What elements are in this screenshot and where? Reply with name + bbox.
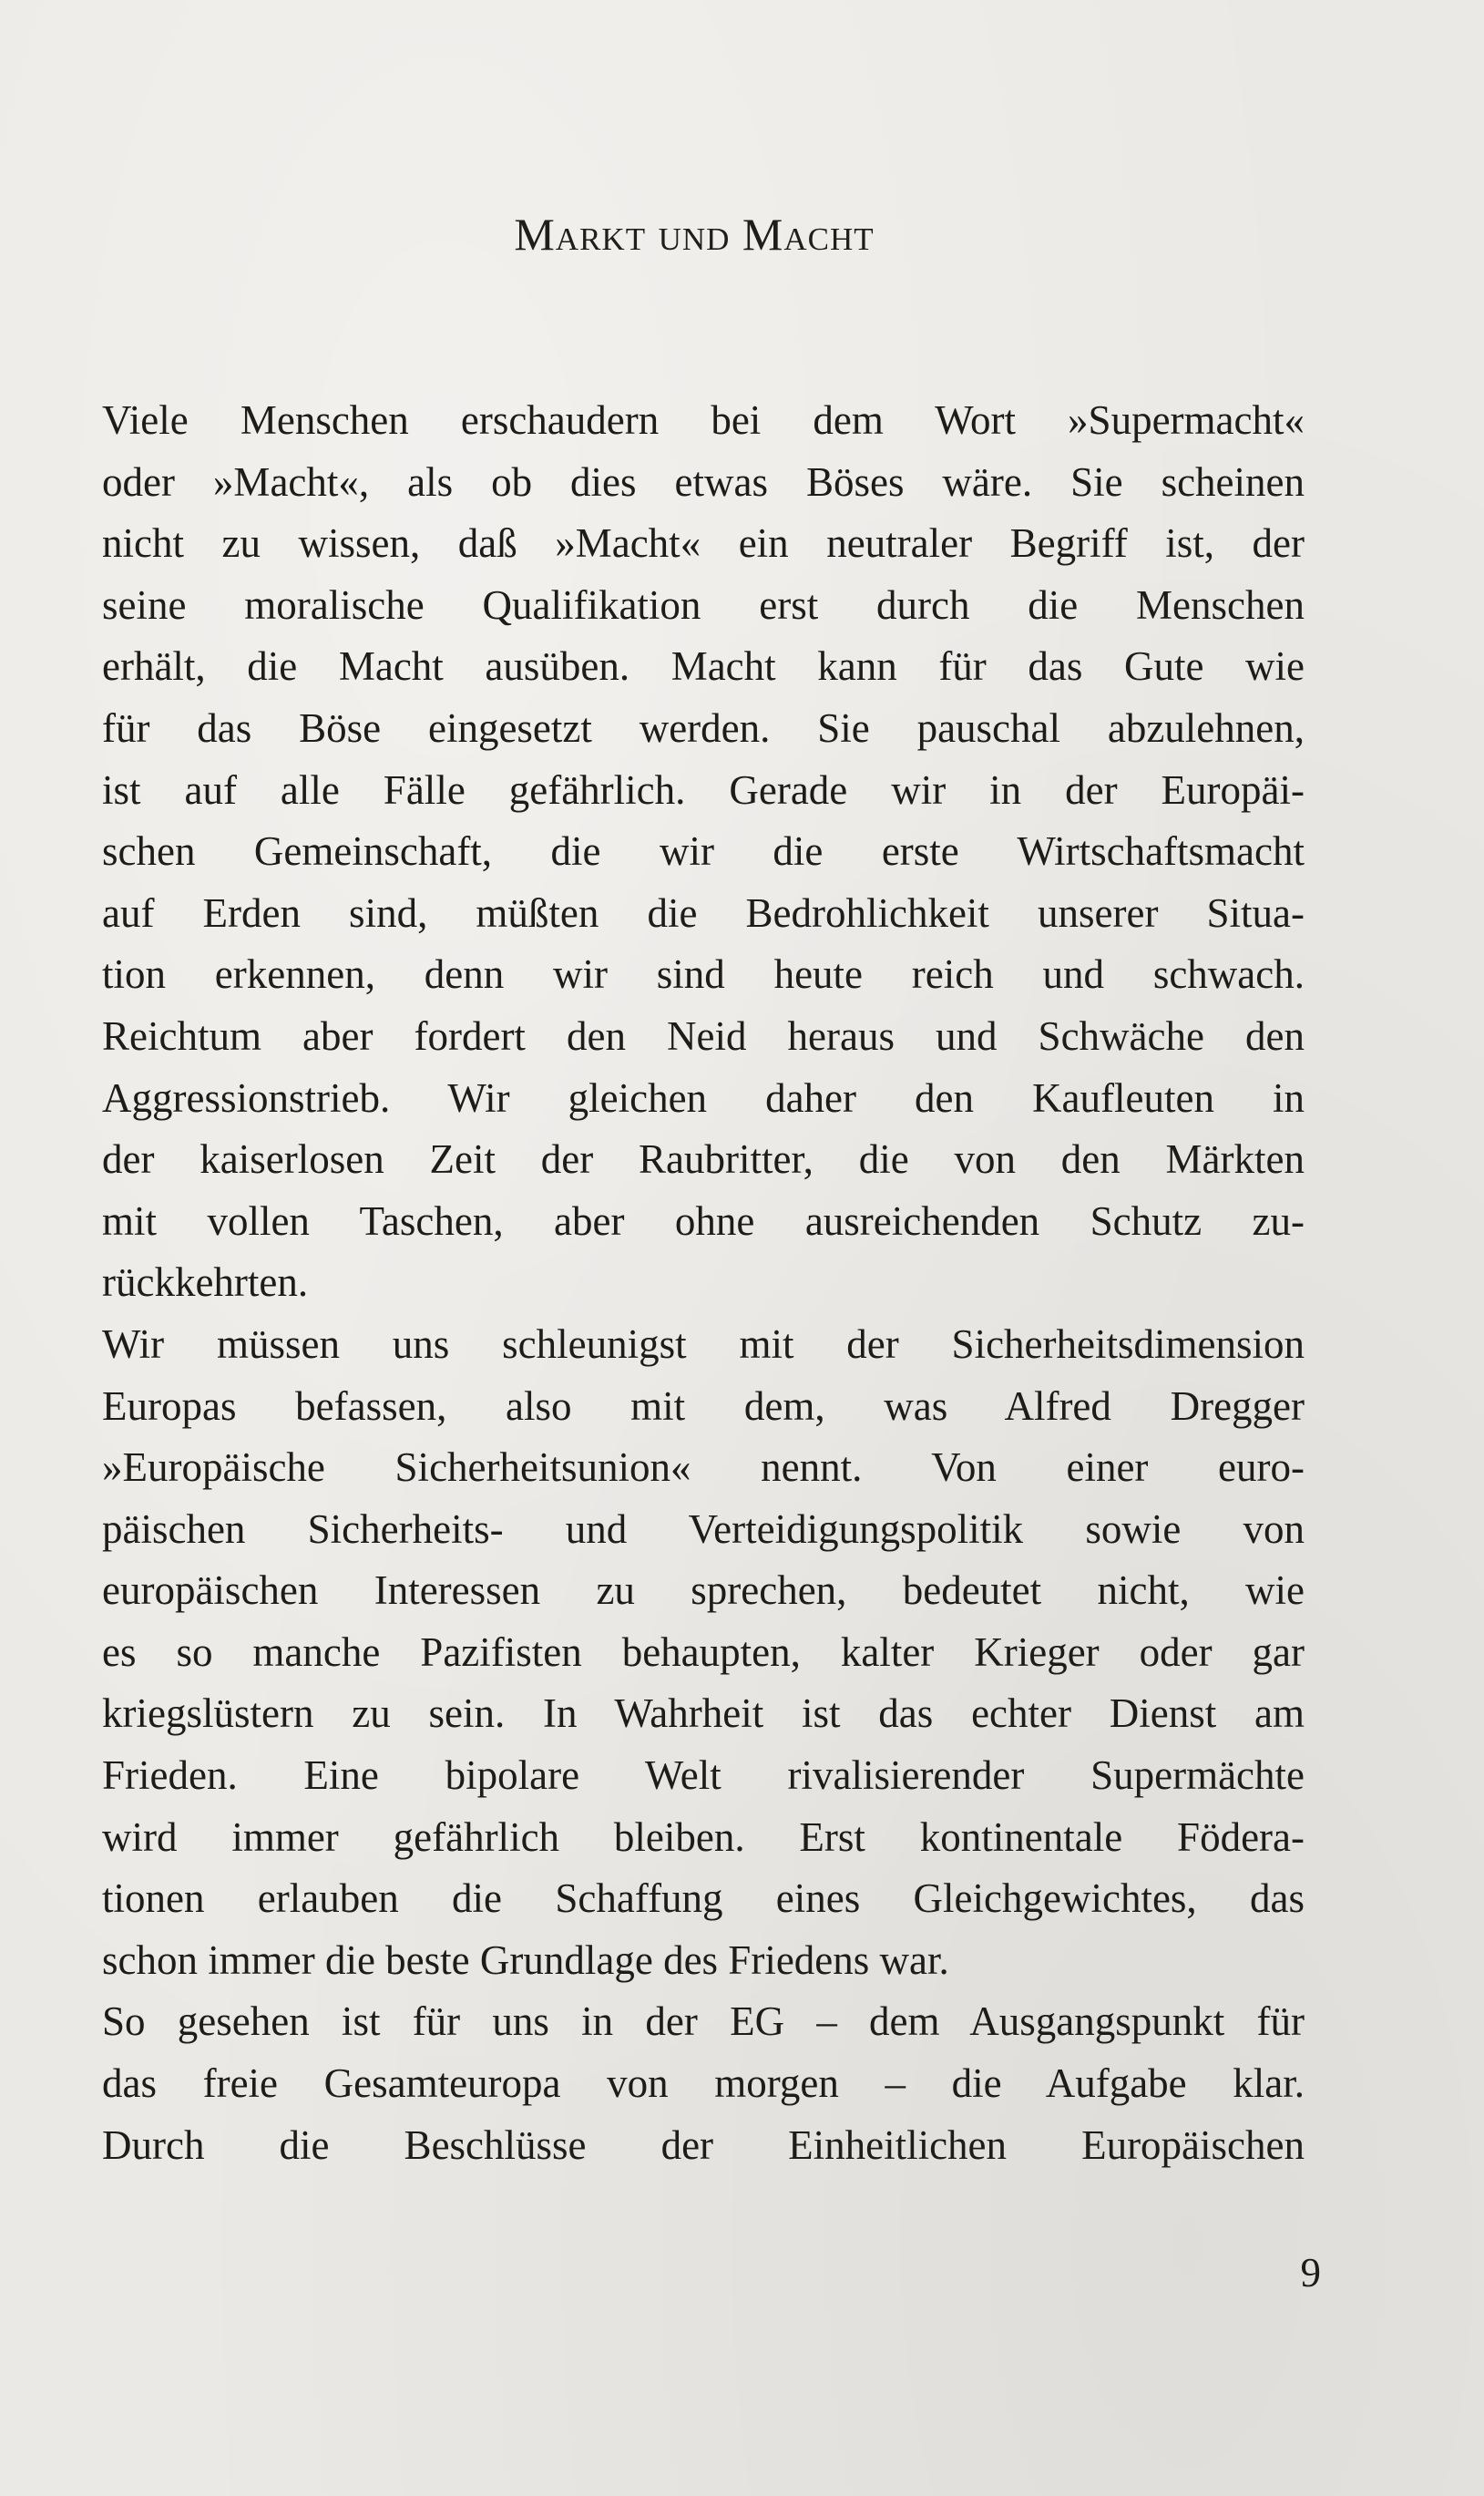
text-line: mit vollen Taschen, aber ohne ausreichenden Schutz zu-	[102, 1197, 1305, 1244]
text-line: erhält, die Macht ausüben. Macht kann für das Gute wie	[102, 643, 1305, 690]
text-line: tion erkennen, denn wir sind heute reich und schwach.	[102, 951, 1305, 998]
text-line: wird immer gefährlich bleiben. Erst kontinentale Födera-	[102, 1813, 1305, 1860]
text-line: So gesehen ist für uns in der EG – dem Ausgangspunkt für	[102, 1998, 1305, 2045]
text-line: auf Erden sind, müßten die Bedrohlichkeit unserer Situa-	[102, 889, 1305, 936]
text-line: das freie Gesamteuropa von morgen – die Aufgabe klar.	[102, 2060, 1305, 2107]
page-number: 9	[1300, 2250, 1321, 2296]
text-line: seine moralische Qualifikation erst durch die Menschen	[102, 581, 1305, 628]
text-line: rückkehrten.	[102, 1259, 309, 1306]
text-line: nicht zu wissen, daß »Macht« ein neutraler Begriff ist, der	[102, 520, 1305, 567]
text-line: Aggressionstrieb. Wir gleichen daher den Kaufleuten in	[102, 1074, 1305, 1121]
text-line: tionen erlauben die Schaffung eines Gleichgewichtes, das	[102, 1875, 1305, 1922]
text-line: Durch die Beschlüsse der Einheitlichen Europäischen	[102, 2121, 1305, 2168]
chapter-heading: Markt und Macht	[514, 209, 875, 260]
text-line: Reichtum aber fordert den Neid heraus und Schwäche den	[102, 1012, 1305, 1059]
text-line: Europas befassen, also mit dem, was Alfred Dregger	[102, 1382, 1305, 1429]
text-line: Frieden. Eine bipolare Welt rivalisierender Supermächte	[102, 1752, 1305, 1799]
text-line: der kaiserlosen Zeit der Raubritter, die von den Märkten	[102, 1136, 1305, 1183]
text-line: europäischen Interessen zu sprechen, bedeutet nicht, wie	[102, 1567, 1305, 1614]
text-line: schen Gemeinschaft, die wir die erste Wirtschaftsmacht	[102, 828, 1305, 875]
text-line: ist auf alle Fälle gefährlich. Gerade wir in der Europäi-	[102, 766, 1305, 813]
text-line: schon immer die beste Grundlage des Friedens war.	[102, 1936, 949, 1983]
text-line: Viele Menschen erschaudern bei dem Wort »Supermacht«	[102, 397, 1305, 443]
text-line: oder »Macht«, als ob dies etwas Böses wäre. Sie scheinen	[102, 458, 1305, 505]
text-line: »Europäische Sicherheitsunion« nennt. Von einer euro-	[102, 1444, 1305, 1491]
text-line: es so manche Pazifisten behaupten, kalter Krieger oder gar	[102, 1628, 1305, 1675]
text-line: Wir müssen uns schleunigst mit der Sicherheitsdimension	[102, 1320, 1305, 1367]
body-text	[102, 390, 1305, 2176]
text-line: für das Böse eingesetzt werden. Sie pauschal abzulehnen,	[102, 704, 1305, 751]
text-line: kriegslüstern zu sein. In Wahrheit ist das echter Dienst am	[102, 1690, 1305, 1737]
text-line: päischen Sicherheits- und Verteidigungspolitik sowie von	[102, 1505, 1305, 1552]
